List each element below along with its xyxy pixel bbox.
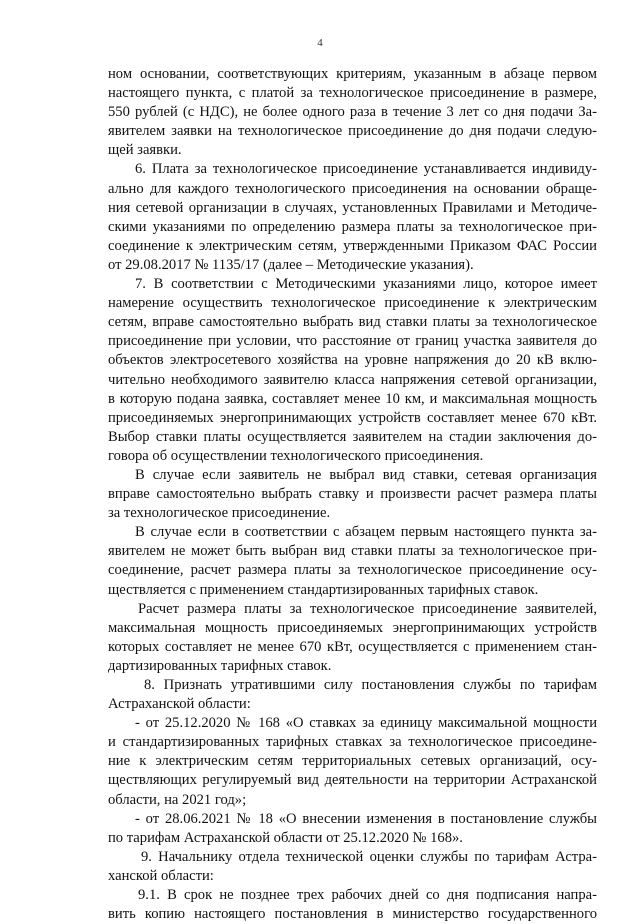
text-line: щей заявки. [108,142,182,159]
text-line: дартизированных тарифных ставок. [108,657,332,674]
text-line: 7. В соответствии с Методическими указаниями лицо, которое имеет [135,276,597,293]
text-line: В случае если в соответствии с абзацем первым настоящего пункта за- [135,524,597,541]
text-line: вправе самостоятельно выбрать ставку и произвести расчет размера платы [108,486,597,503]
paragraph-item-8-decree-18 [108,810,597,848]
text-line: по тарифам Астраханской области от 25.12.2020 № 168». [108,829,463,846]
text-line: явителем заявки на технологическое присоединение до дня подачи следую- [108,123,597,140]
text-line: говора об осуществлении технологического присоединения. [108,447,484,464]
paragraph-item-8-decree-168 [108,714,597,809]
paragraph-item-7-choice [108,466,597,523]
text-line: Расчет размера платы за технологическое присоединение заявителей, [138,600,597,617]
paragraph-item-7 [108,275,597,466]
text-line: ния сетевой организации в случаях, установленных Правилами и Методиче- [108,199,597,216]
text-line: намерение осуществить технологическое присоединение к электрическим [108,295,597,312]
text-line: 550 рублей (с НДС), не более одного раза в течение 3 лет со дня подачи За- [108,104,597,121]
text-line: скими указаниями по определению размера платы за технологическое при- [108,218,597,235]
text-line: от 29.08.2017 № 1135/17 (далее – Методические указания). [108,256,474,273]
text-line: вить копию настоящего постановления в министерство государственного [108,906,597,923]
text-line: области, на 2021 год»; [108,791,247,808]
text-line: 6. Плата за технологическое присоединение устанавливается индивиду- [135,161,597,178]
text-line: за технологическое присоединение. [108,505,331,522]
text-line: В случае если заявитель не выбрал вид ставки, сетевая организация [135,466,597,483]
text-line: Выбор ставки платы осуществляется заявителем на стадии заключения до- [108,428,597,445]
text-line: - от 25.12.2020 № 168 «О ставках за единицу максимальной мощности [135,715,597,732]
text-line: - от 28.06.2021 № 18 «О внесении изменения в постановление службы [135,810,597,827]
text-line: которых составляет не менее 670 кВт, осуществляется с применением стан- [108,638,597,655]
document-body [108,65,597,924]
text-line: ществляющих регулируемый вид деятельности на территории Астраханской [108,772,597,789]
text-line: 9.1. В срок не позднее трех рабочих дней со дня подписания напра- [138,887,597,904]
text-line: настоящего пункта, с платой за технологическое присоединение в размере, [108,85,597,102]
paragraph-item-9 [108,848,597,886]
text-line: сетям, вправе самостоятельно выбрать вид ставки платы за технологическое [108,314,597,331]
text-line: максимальная мощность присоединяемых энергопринимающих устройств [108,619,597,636]
text-line: ханской области: [108,867,214,884]
page-number: 4 [317,37,323,49]
text-line: присоединяемых энергопринимающих устройств составляет менее 670 кВт. [108,409,597,426]
paragraph-item-9-1 [108,886,597,924]
paragraph-item-6 [108,160,597,275]
text-line: соединение к электрическим сетям, утвержденными Приказом ФАС России [108,237,597,254]
text-line: объектов электросетевого хозяйства на уровне напряжения до 20 кВ вклю- [108,352,597,369]
text-line: в которую подана заявка, составляет менее 10 км, и максимальная мощность [108,390,597,407]
text-line: ществляется с применением стандартизированных тарифных ставок. [108,581,539,598]
paragraph-item-7-standard [108,523,597,599]
text-line: ально для каждого технологического присоединения на основании обраще- [108,180,597,197]
text-line: явителем не может быть выбран вид ставки платы за технологическое при- [108,543,597,560]
text-line: и стандартизированных тарифных ставках за технологическое присоедине- [108,734,597,751]
text-line: соединение, расчет размера платы за технологическое присоединение осу- [108,562,597,579]
text-line: ние к электрическим сетям территориальных сетевых организаций, осу- [108,753,597,770]
text-line: присоединение при условии, что расстояние от границ участка заявителя до [108,333,597,350]
text-line: 9. Начальнику отдела технической оценки службы по тарифам Астра- [141,848,597,865]
paragraph-continuation [108,65,597,160]
text-line: чительно необходимого заявителю класса напряжения сетевой организации, [108,371,597,388]
text-line: ном основании, соответствующих критериям, указанным в абзаце первом [108,66,597,82]
paragraph-item-7-670kw [108,600,597,676]
text-line: 8. Признать утратившими силу постановления службы по тарифам [144,677,597,693]
paragraph-item-8 [108,676,597,714]
text-line: Астраханской области: [108,696,251,713]
